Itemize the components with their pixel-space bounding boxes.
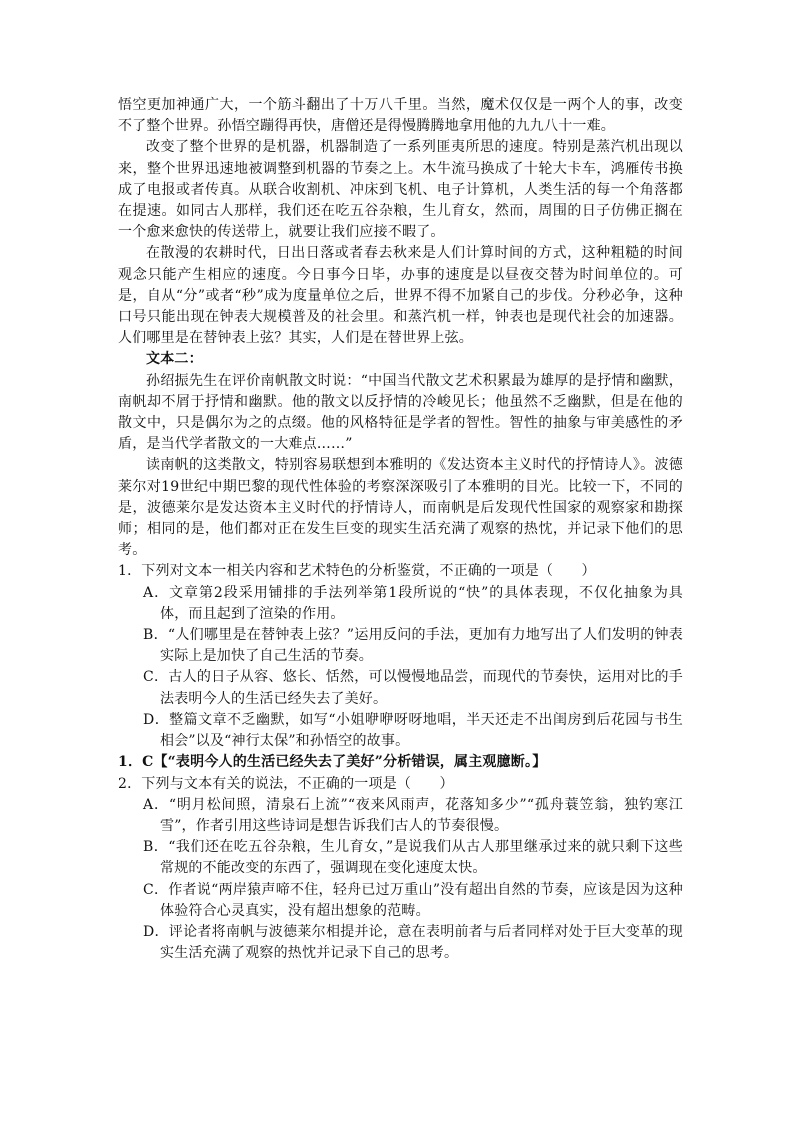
question-1-option-a: A．文章第2段采用铺排的手法列举第1段所说的“快”的具体表现，不仅化抽象为具体，而且起到了渲染的作用。	[143, 584, 683, 622]
question-2-option-c: C．作者说“两岸猿声啼不住，轻舟已过万重山”没有超出自然的节奏，应该是因为这种体验符合心灵真实，没有超出想象的范畴。	[143, 881, 683, 919]
question-1-option-d: D．整篇文章不乏幽默，如写“小姐咿咿呀呀地唱，半天还走不出闺房到后花园与书生相会”以及“神行太保”和孙悟空的故事。	[143, 711, 683, 750]
text2-heading: 文本二：	[146, 351, 203, 368]
question-1-option-b: B．“人们哪里是在替钟表上弦？”运用反问的手法，更加有力地写出了人们发明的钟表实际上是加快了自己生活的节奏。	[143, 627, 683, 665]
question-1-stem: 1．下列对文本一相关内容和艺术特色的分析鉴赏，不正确的一项是（ ）	[118, 563, 596, 580]
question-2-option-b: B．“我们还在吃五谷杂粮，生儿育女，”是说我们从古人那里继承过来的就只剩下这些常规的不能改变的东西了，强调现在变化速度太快。	[143, 839, 683, 877]
question-1-answer: 1．C【“表明今人的生活已经失去了美好”分析错误，属主观臆断。】	[118, 754, 547, 771]
question-2-stem: 2．下列与文本有关的说法，不正确的一项是（ ）	[118, 775, 454, 792]
text2-paragraph-1: 孙绍振先生在评价南帆散文时说：“中国当代散文艺术积累最为雄厚的是抒情和幽默，南帆却不屑于抒情和幽默。他的散文以反抒情的冷峻见长；他虽然不乏幽默，但是在他的散文中，只是偶尔为之的点缀。他的风格特征是学者的智性。智性的抽象与审美感性的矛盾，是当代学者散文的一大难点……”	[118, 372, 683, 453]
question-1-option-c: C．古人的日子从容、悠长、恬然，可以慢慢地品尝，而现代的节奏快，运用对比的手法表明今人的生活已经失去了美好。	[143, 669, 683, 707]
document-page	[118, 95, 683, 964]
text2-paragraph-2: 读南帆的这类散文，特别容易联想到本雅明的《发达资本主义时代的抒情诗人》。波德莱尔对19世纪中期巴黎的现代性体验的考察深深吸引了本雅明的目光。比较一下，不同的是，波德莱尔是发达资本主义时代的抒情诗人，而南帆是后发现代性国家的观察家和勘探师；相同的是，他们都对正在发生巨变的现实生活充满了观察的热忱，并记录下他们的思考。	[118, 457, 683, 559]
question-2-option-d: D．评论者将南帆与波德莱尔相提并论，意在表明前者与后者同样对处于巨大变革的现实生活充满了观察的热忱并记录下自己的思考。	[143, 923, 683, 962]
passage-paragraph-2: 改变了整个世界的是机器，机器制造了一系列匪夷所思的速度。特别是蒸汽机出现以来，整个世界迅速地被调整到机器的节奏之上。木牛流马换成了十轮大卡车，鸿雁传书换成了电报或者传真。从联合收割机、冲床到飞机、电子计算机，人类生活的每一个角落都在提速。如同古人那样，我们还在吃五谷杂粮，生儿育女，然而，周围的日子仿佛正搁在一个愈来愈快的传送带上，就要让我们应接不暇了。	[118, 139, 683, 241]
passage-paragraph-3: 在散漫的农耕时代，日出日落或者春去秋来是人们计算时间的方式，这种粗糙的时间观念只能产生相应的速度。今日事今日毕，办事的速度是以昼夜交替为时间单位的。可是，自从“分”或者“秒”成为度量单位之后，世界不得不加紧自己的步伐。分秒必争，这种口号只能出现在钟表大规模普及的社会里。和蒸汽机一样，钟表也是现代社会的加速器。人们哪里是在替钟表上弦？其实，人们是在替世界上弦。	[118, 245, 683, 347]
question-2-option-a: A．“明月松间照，清泉石上流”“夜来风雨声，花落知多少”“孤舟蓑笠翁，独钓寒江雪”，作者引用这些诗词是想告诉我们古人的节奏很慢。	[143, 796, 683, 834]
passage-paragraph-1: 悟空更加神通广大，一个筋斗翻出了十万八千里。当然，魔术仅仅是一两个人的事，改变不了整个世界。孙悟空蹦得再快，唐僧还是得慢腾腾地拿用他的九九八十一难。	[118, 97, 683, 135]
